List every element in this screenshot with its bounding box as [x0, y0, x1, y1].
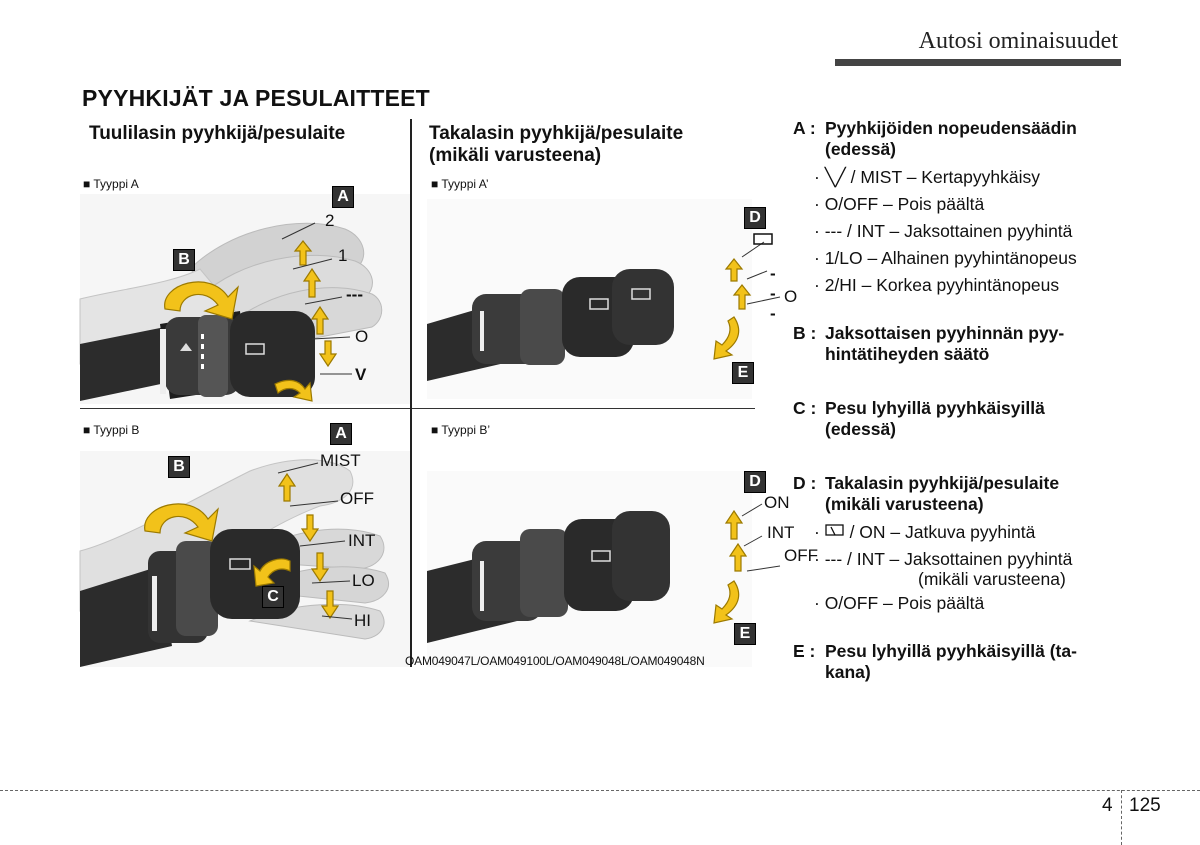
legend-a-title-2: (edessä)	[825, 139, 897, 159]
legend-e	[793, 641, 1128, 683]
legend-d-item-int	[793, 546, 1128, 590]
pos-int: ---	[346, 285, 363, 304]
col-title-rear-line1: Takalasin pyyhkijä/pesulaite	[429, 123, 684, 144]
label-b-box: B	[173, 249, 195, 271]
rear-wiper-icon	[825, 523, 845, 539]
figure-divider-horizontal	[80, 408, 755, 409]
label-d-box: D	[744, 471, 766, 493]
rear-pos-on: ON	[764, 493, 790, 512]
pos-off: OFF	[340, 489, 374, 508]
legend-d-title-2: (mikäli varusteena)	[825, 494, 984, 514]
legend-a-item-lo: · 1/LO – Alhainen pyyhintänopeus	[814, 248, 1077, 268]
legend-a-item-int: · --- / INT – Jaksottainen pyyhintä	[814, 221, 1073, 241]
type-b-label: ■ Tyyppi B	[83, 423, 140, 437]
legend-e-key: E :	[793, 641, 816, 661]
label-b-box: B	[168, 456, 190, 478]
type-a-label: ■ Tyyppi A	[83, 177, 139, 191]
chapter-number: 4	[1102, 795, 1113, 816]
legend-e-title: Pesu lyhyillä pyyhkäisyillä (ta-	[825, 641, 1077, 661]
legend-a-title: Pyyhkijöiden nopeudensäädin	[825, 118, 1077, 138]
pos-off: O	[355, 327, 369, 346]
legend-d-item-on: · / ON – Jatkuva pyyhintä	[814, 522, 1036, 542]
rear-type-b-prime-photo	[412, 411, 755, 667]
rear-pos-int: INT	[767, 523, 795, 542]
section-title: PYYHKIJÄT JA PESULAITTEET	[82, 85, 430, 111]
figure-code: OAM049047L/OAM049100L/OAM049048L/OAM049048N	[405, 654, 705, 668]
pos-2: 2	[325, 211, 335, 230]
pos-mist: V	[355, 365, 367, 384]
type-b-prime-label: ■ Tyyppi B’	[431, 423, 491, 437]
label-c-box: C	[262, 586, 284, 608]
rear-pos-int: ---	[770, 264, 776, 323]
windshield-type-a-photo	[80, 119, 410, 401]
col-title-rear-line2: (mikäli varusteena)	[429, 145, 602, 166]
legend-c-key: C :	[793, 398, 817, 418]
type-a-prime-label: ■ Tyyppi A’	[431, 177, 489, 191]
label-e-box: E	[734, 623, 756, 645]
label-d-box: D	[744, 207, 766, 229]
rear-pos-off: OFF	[784, 546, 818, 565]
pos-hi: HI	[354, 611, 371, 630]
legend-d-title: Takalasin pyyhkijä/pesulaite	[825, 473, 1060, 493]
legend-b-title-2: hintätiheyden säätö	[825, 344, 990, 364]
rear-pos-off: O	[784, 287, 798, 306]
panel-windshield-type-a	[80, 119, 410, 401]
legend-b-key: B :	[793, 323, 817, 343]
panel-rear-type-b-prime	[412, 411, 818, 667]
pos-int: INT	[348, 531, 376, 550]
figure-divider-vertical	[410, 119, 412, 667]
legend-a-item-off: · O/OFF – Pois päältä	[814, 194, 985, 214]
running-header: Autosi ominaisuudet	[918, 28, 1118, 54]
pos-mist: MIST	[320, 451, 361, 470]
legend-c-title: Pesu lyhyillä pyyhkäisyillä	[825, 398, 1045, 418]
pos-lo: LO	[352, 571, 375, 590]
legend-a-item-mist: · ╲╱ / MIST – Kertapyyhkäisy	[814, 167, 1040, 187]
pos-1: 1	[338, 246, 348, 265]
legend-d-item-off: · O/OFF – Pois päältä	[814, 593, 985, 613]
legend-d	[793, 473, 1128, 515]
legend-c-title-2: (edessä)	[825, 419, 897, 439]
footer-dashed-rule	[0, 790, 1200, 791]
panel-windshield-type-b	[80, 411, 410, 667]
label-a-box: A	[332, 186, 354, 208]
header-rule	[835, 59, 1121, 66]
legend-b-title: Jaksottaisen pyyhinnän pyy-	[825, 323, 1065, 343]
legend-a-key: A :	[793, 118, 816, 138]
legend-e-title-2: kana)	[825, 662, 871, 682]
col-title-windshield: Tuulilasin pyyhkijä/pesulaite	[89, 123, 346, 144]
rear-type-a-prime-photo	[412, 119, 755, 401]
wiper-figure	[80, 119, 818, 667]
legend-d-item-on-text: / ON – Jatkuva pyyhintä	[844, 522, 1036, 542]
legend-c	[793, 398, 1128, 440]
page-number: 125	[1129, 795, 1161, 816]
label-e-box: E	[732, 362, 754, 384]
legend-d-item-int-sub: (mikäli varusteena)	[918, 569, 1066, 589]
panel-rear-type-a-prime	[412, 119, 798, 401]
legend-b	[793, 323, 1128, 365]
legend-a-item-hi: · 2/HI – Korkea pyyhintänopeus	[814, 275, 1060, 295]
legend-a	[793, 118, 1128, 160]
footer-dashed-divider	[1121, 790, 1122, 845]
label-a-box: A	[330, 423, 352, 445]
legend	[793, 118, 1128, 683]
legend-d-key: D :	[793, 473, 817, 493]
legend-d-item-int-text: · --- / INT – Jaksottainen pyyhintä	[814, 549, 1073, 569]
